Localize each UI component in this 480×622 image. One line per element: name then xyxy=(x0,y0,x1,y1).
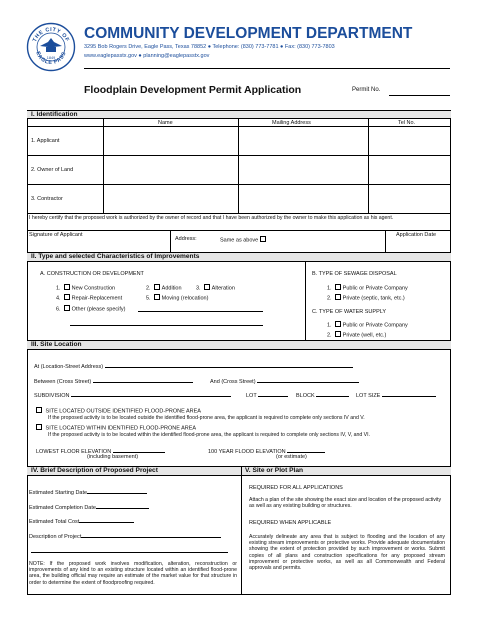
option-label: Other (please specify) xyxy=(71,306,126,313)
permit-number-label: Permit No. xyxy=(352,87,381,93)
estimated-starting-date[interactable] xyxy=(29,488,147,497)
option-label: Public or Private Company xyxy=(342,285,408,292)
checkbox[interactable] xyxy=(204,284,210,290)
other-specify-line[interactable] xyxy=(138,311,263,312)
lot-field[interactable] xyxy=(246,391,288,400)
option-label: Repair-Replacement xyxy=(71,295,123,302)
department-address: 3295 Bob Rogers Drive, Eagle Pass, Texas 78852 ● Telephone: (830) 773-7781 ● Fax: (830) 773-7803 xyxy=(84,44,335,50)
id-divider-1 xyxy=(103,119,104,213)
field-label: BLOCK xyxy=(296,393,315,399)
checkbox[interactable] xyxy=(335,284,341,290)
between-cross-street[interactable] xyxy=(34,377,193,386)
checkbox[interactable] xyxy=(36,407,42,413)
field-label: LOT SIZE xyxy=(356,393,381,399)
seal-bottom-text: EAGLE PASS xyxy=(34,50,68,67)
permit-number-field[interactable] xyxy=(389,95,450,96)
description-line-2[interactable] xyxy=(31,552,228,553)
checkbox[interactable] xyxy=(36,424,42,430)
same-as-above-checkbox[interactable] xyxy=(260,236,266,242)
col-name: Name xyxy=(158,120,173,126)
block-field[interactable] xyxy=(296,391,349,400)
description-of-project[interactable] xyxy=(29,532,221,541)
section-identification-header: I. Identification xyxy=(27,110,451,119)
location-street-address[interactable] xyxy=(34,362,353,371)
field-label: SUBDIVISION xyxy=(34,393,70,399)
application-date[interactable]: Application Date xyxy=(396,232,437,238)
field-label: At (Location-Street Address) xyxy=(34,364,104,370)
id-rule-2 xyxy=(27,184,451,185)
option-alteration[interactable] xyxy=(196,284,235,292)
id-divider-3 xyxy=(368,119,369,213)
option-number: 1. xyxy=(327,322,332,329)
option-new-construction[interactable] xyxy=(56,284,115,292)
flood-elevation-sub: (or estimate) xyxy=(276,454,307,460)
option-number: 5. xyxy=(146,295,151,302)
option-number: 1. xyxy=(327,285,332,292)
field-label: LOWEST FLOOR ELEVATION xyxy=(36,449,112,455)
project-plan-divider xyxy=(241,466,242,595)
option-number: 2. xyxy=(146,285,151,292)
option-repair-replacement[interactable] xyxy=(56,294,122,302)
id-rule-1 xyxy=(27,155,451,156)
sig-divider-2 xyxy=(385,230,386,252)
col-mailing-address: Mailing Address xyxy=(272,120,311,126)
estimated-completion-date[interactable] xyxy=(29,503,149,512)
option-within-flood-area[interactable] xyxy=(36,424,196,432)
row-owner-of-land: 2. Owner of Land xyxy=(31,167,74,173)
option-number: 6. xyxy=(56,306,61,313)
row-contractor: 3. Contractor xyxy=(31,196,63,202)
same-as-above-label: Same as above xyxy=(220,237,259,244)
option-number: 3. xyxy=(196,285,201,292)
improvements-divider xyxy=(305,262,306,340)
field-label: Estimated Completion Date xyxy=(29,505,96,511)
flood-elevation[interactable] xyxy=(208,447,325,456)
checkbox[interactable] xyxy=(64,305,70,311)
address-label: Address: xyxy=(175,236,197,242)
option-other[interactable] xyxy=(56,305,125,313)
id-rule-0 xyxy=(27,126,451,127)
option-moving[interactable] xyxy=(146,294,208,302)
option-water-public[interactable] xyxy=(327,321,408,329)
department-title: COMMUNITY DEVELOPMENT DEPARTMENT xyxy=(84,25,413,42)
option-label: Public or Private Company xyxy=(342,322,408,329)
within-flood-area-text: If the proposed activity is to be located within the identified flood-prone area, the applicant is required to complete only sections IV, V, and VI. xyxy=(48,432,371,438)
field-label: And (Cross Street) xyxy=(210,379,256,385)
project-note: NOTE: If the proposed work involves modification, alteration, reconstruction or improvements of any kind to an existing structure located within an identified flood-prone area, the building official may require an estimate of the market value for that structure in order to determine the extent of floodproofing required. xyxy=(29,561,237,586)
checkbox[interactable] xyxy=(154,284,160,290)
option-sewage-private[interactable] xyxy=(327,294,405,302)
field-label: Between (Cross Street) xyxy=(34,379,92,385)
cert-rule xyxy=(27,230,451,231)
checkbox[interactable] xyxy=(64,284,70,290)
city-seal xyxy=(26,22,76,72)
option-number: 4. xyxy=(56,295,61,302)
option-label: Moving (relocation) xyxy=(161,295,209,302)
option-label: Private (septic, tank, etc.) xyxy=(342,295,405,302)
lowest-floor-sub: (including basement) xyxy=(87,454,139,460)
form-title: Floodplain Development Permit Application xyxy=(84,84,302,96)
checkbox[interactable] xyxy=(335,321,341,327)
option-label: Private (well, etc.) xyxy=(342,332,387,339)
required-for-all: REQUIRED FOR ALL APPLICATIONS xyxy=(249,485,343,491)
delineate-text: Accurately delineate any area that is subject to flooding and the location of any existing stream improvements or protective works. Provide adequate documentation showing the extent of protection provided by such improvement or works. Submit copies of all plans and construction specifications for any proposed stream improvement or protective works, as well as all Commonwealth and Federal approvals and permits. xyxy=(249,534,445,572)
field-label: Estimated Starting Date xyxy=(29,490,88,496)
option-number: 1. xyxy=(56,285,61,292)
certification-text: I hereby certify that the proposed work is authorized by the owner of record and that I have been authorized by the owner to make this application as his agent. xyxy=(29,215,394,221)
same-as-above-option[interactable] xyxy=(220,236,268,244)
option-number: 2. xyxy=(327,332,332,339)
field-label: Description of Project xyxy=(29,534,82,540)
section-project-header: IV. Brief Description of Proposed Project xyxy=(27,466,241,476)
seal-year: 1849 xyxy=(46,56,56,60)
option-number: 2. xyxy=(327,295,332,302)
option-label: SITE LOCATED OUTSIDE IDENTIFIED FLOOD-PRONE AREA xyxy=(45,408,201,415)
sewage-title: B. TYPE OF SEWAGE DISPOSAL xyxy=(312,271,397,277)
checkbox[interactable] xyxy=(64,294,70,300)
field-label: Estimated Total Cost xyxy=(29,519,80,525)
outside-flood-area-text: If the proposed activity is to be located outside the identified flood-prone area, the applicant is required to complete only sections IV and V. xyxy=(48,415,365,421)
and-cross-street[interactable] xyxy=(210,377,359,386)
checkbox[interactable] xyxy=(154,294,160,300)
id-rule-3 xyxy=(27,213,451,214)
estimated-total-cost[interactable] xyxy=(29,517,134,526)
option-addition[interactable] xyxy=(146,284,182,292)
field-label: 100 YEAR FLOOD ELEVATION xyxy=(208,449,286,455)
attach-plan-text: Attach a plan of the site showing the exact size and location of the proposed activity as well as any existing building or structures. xyxy=(249,497,442,510)
col-tel: Tel No. xyxy=(398,120,416,126)
lot-size-field[interactable] xyxy=(356,391,436,400)
section-site-location-header: III. Site Location xyxy=(27,340,451,350)
option-water-private[interactable] xyxy=(327,331,386,339)
header-rule xyxy=(84,68,450,69)
option-outside-flood-area[interactable] xyxy=(36,407,201,415)
signature-of-applicant[interactable]: Signature of Applicant xyxy=(29,232,83,238)
construction-title: A. CONSTRUCTION OR DEVELOPMENT xyxy=(40,271,144,277)
option-label: SITE LOCATED WITHIN IDENTIFIED FLOOD-PRONE AREA xyxy=(45,425,197,432)
row-applicant: 1. Applicant xyxy=(31,138,60,144)
subdivision-field[interactable] xyxy=(34,391,231,400)
sig-divider-1 xyxy=(170,230,171,252)
seal-top-text: THE CITY OF xyxy=(32,26,70,43)
option-label: Alteration xyxy=(211,285,235,292)
checkbox[interactable] xyxy=(335,331,341,337)
option-sewage-public[interactable] xyxy=(327,284,408,292)
option-label: Addition xyxy=(161,285,182,292)
seal-emblem-icon xyxy=(26,22,76,72)
other-specify-line-2[interactable] xyxy=(70,325,263,326)
option-label: New Construction xyxy=(71,285,116,292)
water-title: C. TYPE OF WATER SUPPLY xyxy=(312,309,387,315)
required-when-applicable: REQUIRED WHEN APPLICABLE xyxy=(249,520,332,526)
id-divider-2 xyxy=(238,119,239,213)
field-label: LOT xyxy=(246,393,257,399)
section-plot-plan-header: V. Site or Plot Plan xyxy=(241,466,451,476)
checkbox[interactable] xyxy=(335,294,341,300)
section-improvements-header: II. Type and selected Characteristics of Improvements xyxy=(27,252,451,262)
department-web[interactable]: www.eaglepasstx.gov ● planning@eaglepasstx.gov xyxy=(84,53,210,59)
